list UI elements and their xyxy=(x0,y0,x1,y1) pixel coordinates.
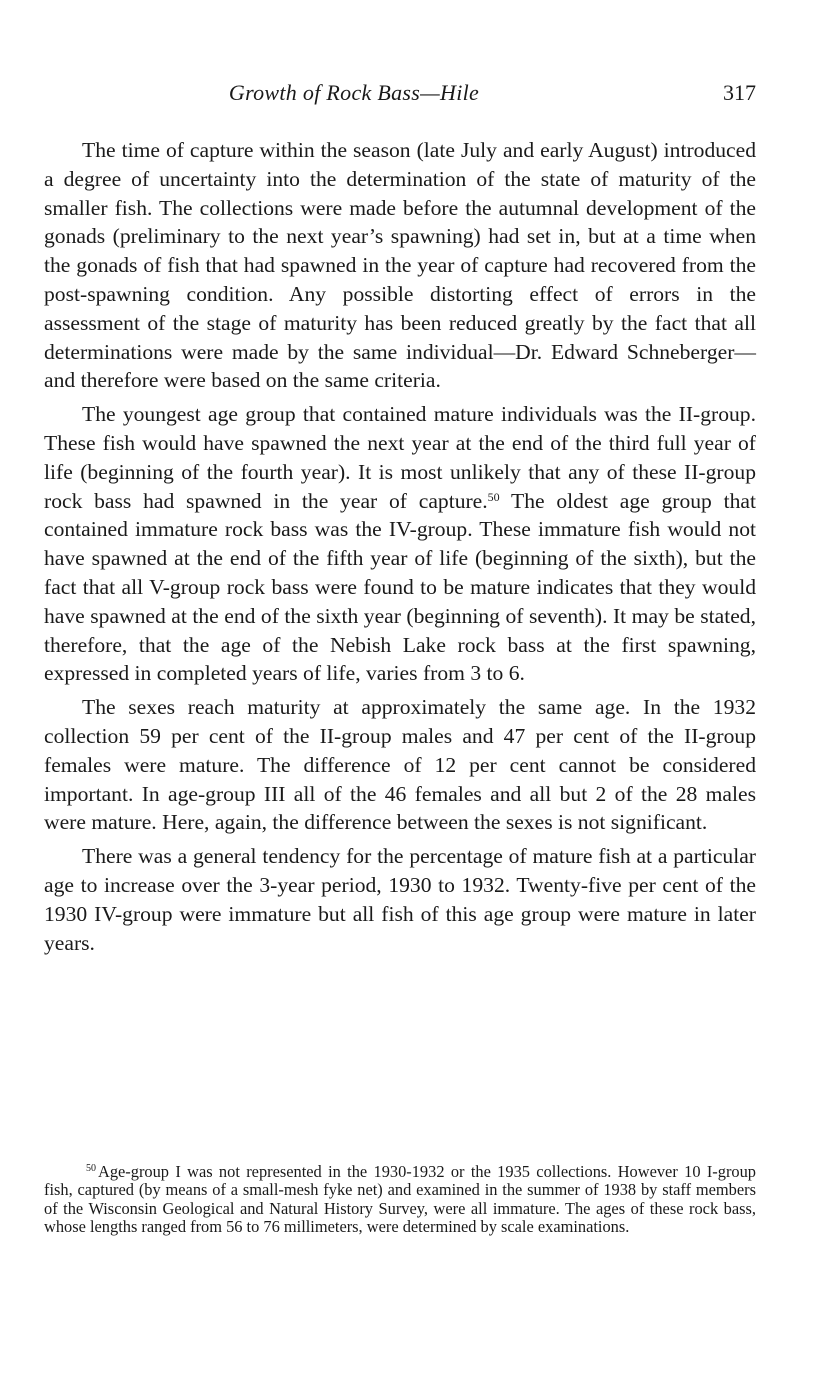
running-head xyxy=(44,80,756,110)
footnote-reference: 50 xyxy=(487,489,500,504)
paragraph-youngest-age-group xyxy=(44,400,756,688)
running-title: Growth of Rock Bass—Hile xyxy=(228,80,480,105)
paragraph-general-tendency: There was a general tendency for the percentage of mature fish at a particular age to increase over the 3-year period, 1930 to 1932. Twenty-five per cent of the 1930 IV-group were immature but all fish of this age group were mature in later years. xyxy=(44,844,756,955)
body-text xyxy=(44,136,756,962)
footnote-text: Age-group I was not represented in the 1930-1932 or the 1935 collections. However 10 I-group fish, captured (by means of a small-mesh fyke net) and examined in the summer of 1938 by staff members of the Wisconsin Geological and Natural History Survey, were all immature. The ages of these rock bass, whose lengths ranged from 56 to 76 millimeters, were determined by scale examinations. xyxy=(44,1162,756,1237)
paragraph-text-after-note: The oldest age group that contained immature rock bass was the IV-group. These immature fish would not have spawned at the end of the fifth year of life (beginning of the sixth), but the fact that all V-group rock bass were found to be mature indicates that they would have spawned at the end of the sixth year (beginning of seventh). It may be stated, therefore, that the age of the Nebish Lake rock bass at the first spawning, expressed in completed years of life, varies from 3 to 6. xyxy=(44,488,756,686)
paragraph-time-of-capture: The time of capture within the season (late July and early August) introduced a degree of uncertainty into the determination of the state of maturity of the smaller fish. The collections were made before the autumnal development of the gonads (preliminary to the next year’s spawning) had set in, but at a time when the gonads of fish that had spawned in the year of capture had recovered from the post-spawning condition. Any possible distorting effect of errors in the assessment of the stage of maturity has been reduced greatly by the fact that all determinations were made by the same individual—Dr. Edward Schneberger—and therefore were based on the same criteria. xyxy=(44,138,756,393)
paragraph-text-before-note: The youngest age group that contained mature individuals was the II-group. These fish would have spawned the next year at the end of the third full year of life (beginning of the fourth year). It is most unlikely that any of these II-group rock bass had spawned in the year of capture. xyxy=(44,402,756,513)
footnote-mark: 50 xyxy=(86,1163,96,1174)
footnote xyxy=(44,1163,756,1237)
page xyxy=(44,0,756,1380)
page-number: 317 xyxy=(723,80,756,105)
paragraph-sexes-maturity: The sexes reach maturity at approximately the same age. In the 1932 collection 59 per cent of the II-group males and 47 per cent of the II-group females were mature. The difference of 12 per cent cannot be considered important. In age-group III all of the 46 females and all but 2 of the 28 males were mature. Here, again, the difference between the sexes is not significant. xyxy=(44,695,756,835)
